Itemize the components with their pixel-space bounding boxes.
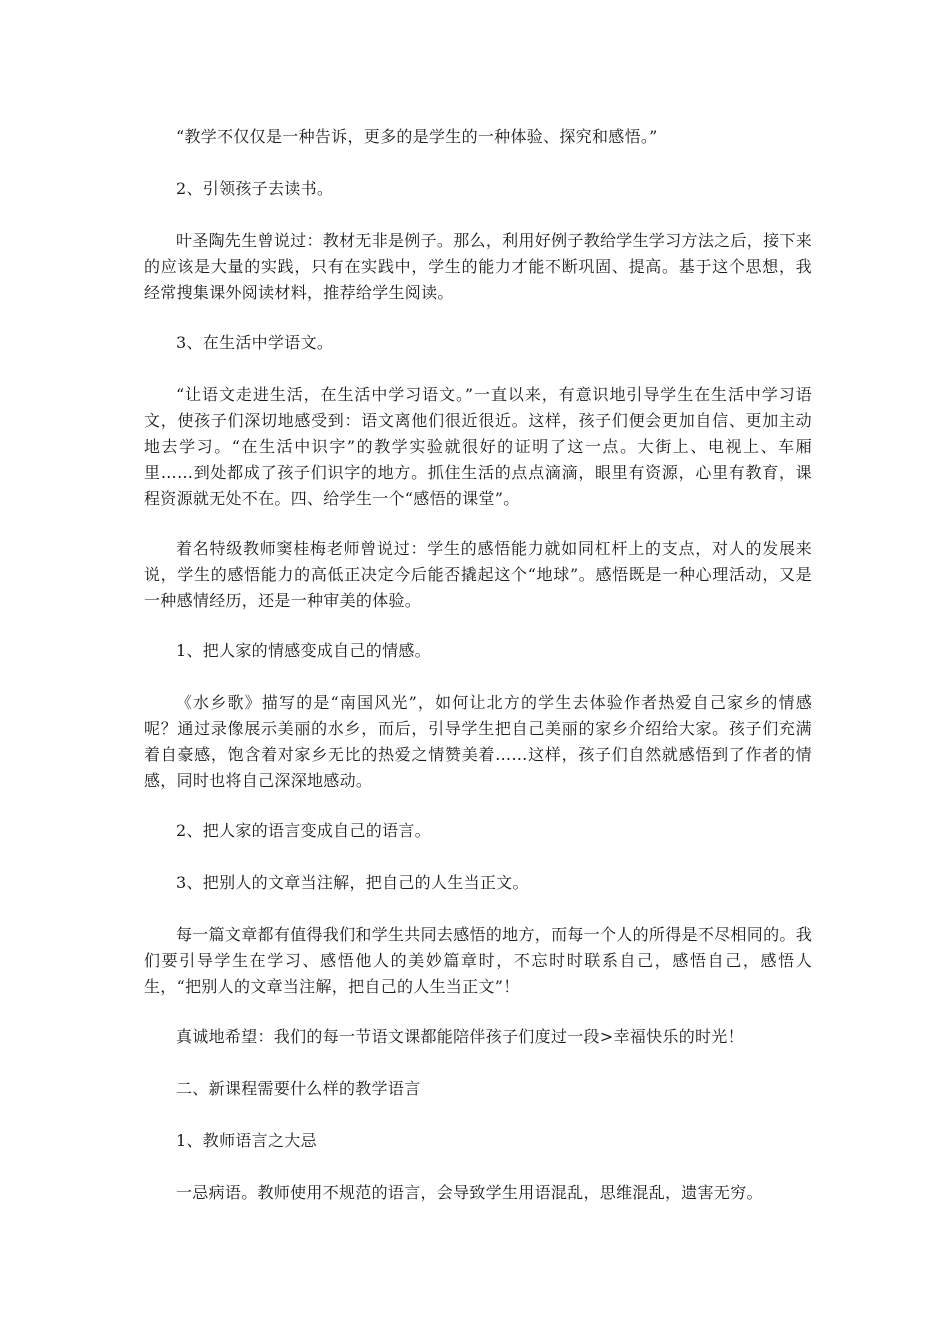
- paragraph-water-village: 《水乡歌》描写的是“南国风光”，如何让北方的学生去体验作者热爱自己家乡的情感呢？通过录像展示美丽的水乡，而后，引导学生把自己美丽的家乡介绍给大家。孩子们充满着自豪感，饱含着对家乡无比的热爱之情赞美着……这样，孩子们自然就感悟到了作者的情感，同时也将自己深深地感动。: [144, 693, 812, 790]
- paragraph-heading-language: 2、把人家的语言变成自己的语言。: [176, 821, 431, 840]
- paragraph-heading-annotation: 3、把别人的文章当注解，把自己的人生当正文。: [176, 873, 529, 892]
- paragraph-sincere-hope: 真诚地希望：我们的每一节语文课都能陪伴孩子们度过一段>幸福快乐的时光！: [176, 1027, 744, 1046]
- paragraph-language-in-life: “让语文走进生活，在生活中学习语文。”一直以来，有意识地引导学生在生活中学习语文，使孩子们深切地感受到：语文离他们很近很近。这样，孩子们便会更加自信、更加主动地去学习。“在生活中识字”的教学实验就很好的证明了这一点。大街上、电视上、车厢里……到处都成了孩子们识字的地方。抓住生活的点点滴滴，眼里有资源，心里有教育，课程资源就无处不在。四、给学生一个“感悟的课堂”。: [144, 385, 812, 508]
- paragraph-heading-reading: 2、引领孩子去读书。: [176, 179, 334, 198]
- document-body: [144, 124, 812, 1232]
- paragraph-every-article: 每一篇文章都有值得我们和学生共同去感悟的地方，而每一个人的所得是不尽相同的。我们要引导学生在学习、感悟他人的美妙篇章时，不忘时时联系自己，感悟自己，感悟人生，“把别人的文章当注解，把自己的人生当正文”！: [144, 925, 812, 996]
- paragraph-heading-life: 3、在生活中学语文。: [176, 333, 334, 352]
- paragraph-quote-teaching: “教学不仅仅是一种告诉，更多的是学生的一种体验、探究和感悟。”: [176, 127, 658, 146]
- paragraph-ye-shengtao: 叶圣陶先生曾说过：教材无非是例子。那么，利用好例子教给学生学习方法之后，接下来的应该是大量的实践，只有在实践中，学生的能力才能不断巩固、提高。基于这个思想，我经常搜集课外阅读材料，推荐给学生阅读。: [144, 231, 812, 302]
- paragraph-taboo-heading: 1、教师语言之大忌: [176, 1131, 317, 1150]
- paragraph-heading-emotion: 1、把人家的情感变成自己的情感。: [176, 641, 431, 660]
- paragraph-dou-guimei: 着名特级教师窦桂梅老师曾说过：学生的感悟能力就如同杠杆上的支点，对人的发展来说，学生的感悟能力的高低正决定今后能否撬起这个“地球”。感悟既是一种心理活动，又是一种感情经历，还是一种审美的体验。: [144, 539, 812, 610]
- paragraph-first-taboo: 一忌病语。教师使用不规范的语言，会导致学生用语混乱，思维混乱，遗害无穷。: [176, 1183, 763, 1202]
- paragraph-section-two-heading: 二、新课程需要什么样的教学语言: [176, 1079, 421, 1098]
